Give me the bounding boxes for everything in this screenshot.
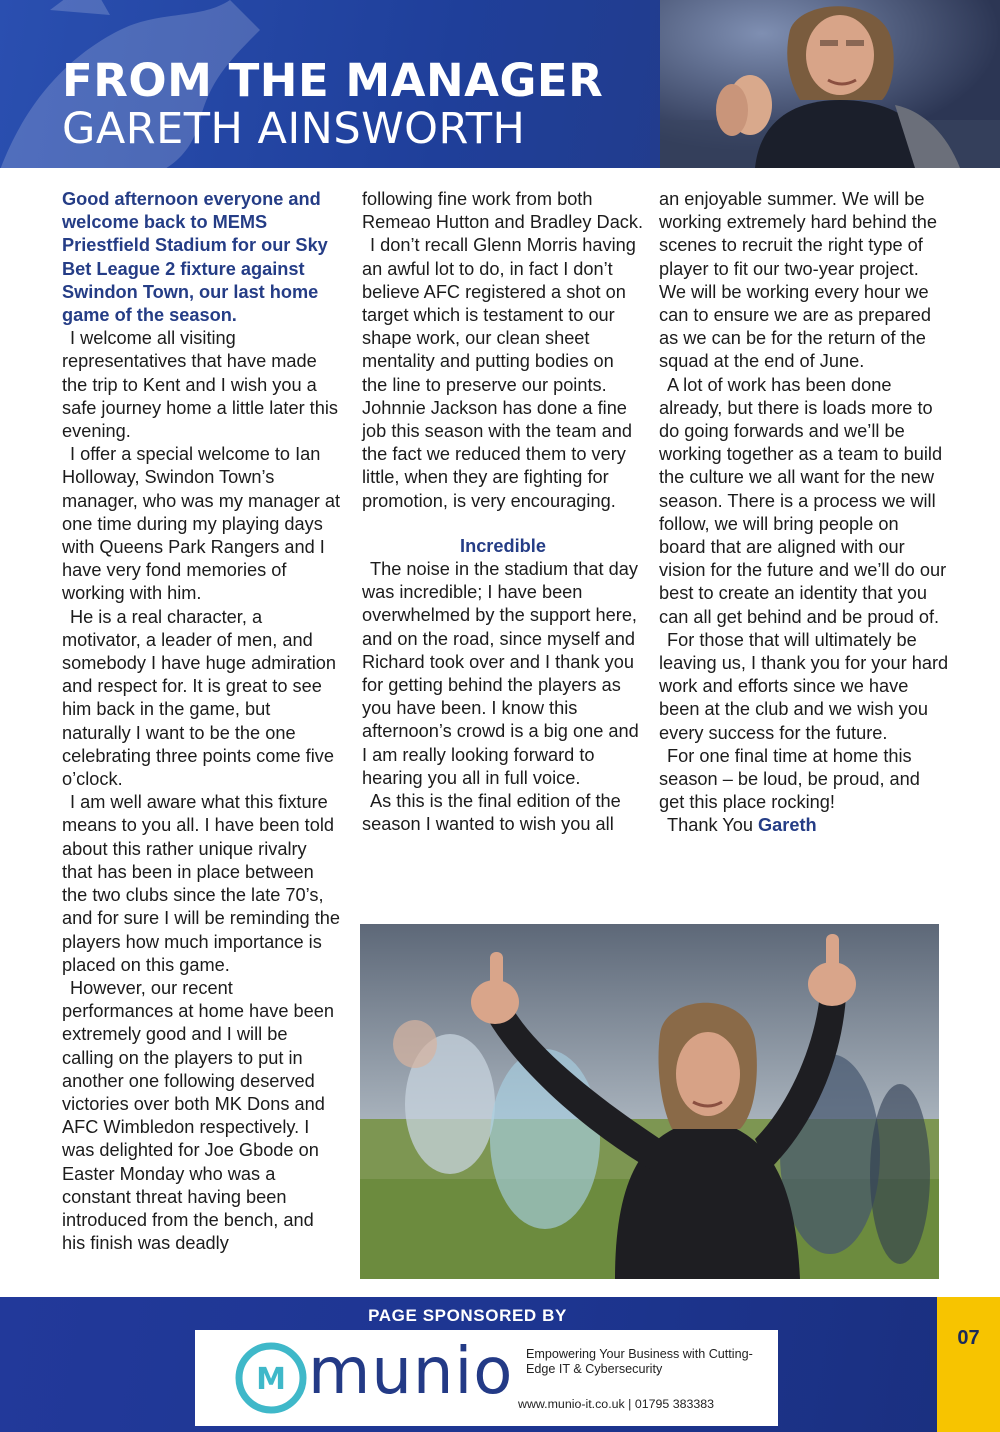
article-paragraph: He is a real character, a motivator, a leader of men, and somebody I have huge admiration and respect for. It is great to see him back in the game, but naturally I want to be the one celebrating three points come five o’clock. xyxy=(62,606,336,790)
article-paragraph: I am well aware what this fixture means to you all. I have been told about this rather unique rivalry that has been in place between the two clubs since the late 70’s, and for sure I will be reminding the players how much importance is placed on this game. xyxy=(62,792,341,975)
article-column-2 xyxy=(362,188,644,836)
signoff-name: Gareth xyxy=(758,815,817,836)
brand-letter: M xyxy=(256,1362,286,1397)
article-paragraph: For one final time at home this season – be loud, be proud, and get this place rocking! xyxy=(659,745,920,813)
article-paragraph: For those that will ultimately be leaving us, I thank you for your hard work and efforts since we have been at the club and we wish you every success for the future. xyxy=(659,629,949,743)
article-paragraph: following fine work from both Remeao Hutton and Bradley Dack. xyxy=(362,189,644,233)
article-paragraph: The noise in the stadium that day was incredible; I have been overwhelmed by the support here, and on the road, since myself and Richard took over and I thank you for getting behind the players as you have been. I know this afternoon’s crowd is a big one and I am really looking forward to hearing you all in full voice. xyxy=(362,559,639,788)
sponsor-tagline: Empowering Your Business with Cutting-Edge IT & Cybersecurity xyxy=(526,1347,753,1376)
manager-header-photo xyxy=(660,0,1000,168)
header-band xyxy=(0,0,1000,168)
manager-clapping-photo xyxy=(660,0,1000,168)
article-paragraph: A lot of work has been done already, but there is loads more to do going forwards and we’ll be working together as a team to build the culture we all want for the new season. There is a process we will follow, we will bring people on board that are aligned with our vision for the future and we’ll do our best to create an identity that you can all get behind and be proud of. xyxy=(659,374,947,627)
article-paragraph: I welcome all visiting representatives that have made the trip to Kent and I wish you a safe journey home a little later this evening. xyxy=(62,328,338,442)
page-number-tab xyxy=(937,1297,1000,1432)
manager-thumbs-up-photo xyxy=(360,924,939,1279)
munio-m-logo-icon xyxy=(233,1340,309,1416)
article-paragraph: As this is the final edition of the season I wanted to wish you all xyxy=(362,791,621,835)
page-title: FROM THE MANAGER xyxy=(62,54,604,107)
page-subtitle: GARETH AINSWORTH xyxy=(62,104,526,154)
signoff-prefix: Thank You xyxy=(667,815,753,836)
article-lead: Good afternoon everyone and welcome back to MEMS Priestfield Stadium for our Sky Bet League 2 fixture against Swindon Town, our last home game of the season. xyxy=(62,189,328,326)
brand-name: munio xyxy=(308,1335,514,1409)
sponsor-label: PAGE SPONSORED BY xyxy=(368,1306,567,1325)
article-paragraph: I offer a special welcome to Ian Holloway, Swindon Town’s manager, who was my manager at one time during my playing days with Queens Park Rangers and I have very fond memories of working with him. xyxy=(62,444,340,604)
article-paragraph: However, our recent performances at home have been extremely good and I will be calling on the players to put in another one following deserved victories over both MK Dons and AFC Wimbledon respectively. I was delighted for Joe Gbode on Easter Monday who was a constant threat having been introduced from the bench, and his finish was deadly xyxy=(62,977,334,1254)
article-column-3 xyxy=(659,188,949,838)
manager-celebration-photo xyxy=(360,924,939,1279)
page-number: 07 xyxy=(957,1327,980,1349)
article-signoff xyxy=(659,814,949,837)
article-subheading: Incredible xyxy=(460,535,546,556)
sponsor-contact[interactable]: www.munio-it.co.uk | 01795 383383 xyxy=(518,1397,715,1411)
article-paragraph: I don’t recall Glenn Morris having an awful lot to do, in fact I don’t believe AFC registered a shot on target which is testament to our shape work, our clean sheet mentality and putting bodies on the line to preserve our points. Johnnie Jackson has done a fine job this season with the team and the fact we reduced them to very little, when they are fighting for promotion, is very encouraging. xyxy=(362,235,636,511)
article-paragraph: an enjoyable summer. We will be working extremely hard behind the scenes to recruit the right type of player to fit our two-year project. We will be working every hour we can to ensure we are as prepared as we can be for the return of the squad at the end of June. xyxy=(659,189,938,372)
article-column-1 xyxy=(62,188,342,1255)
